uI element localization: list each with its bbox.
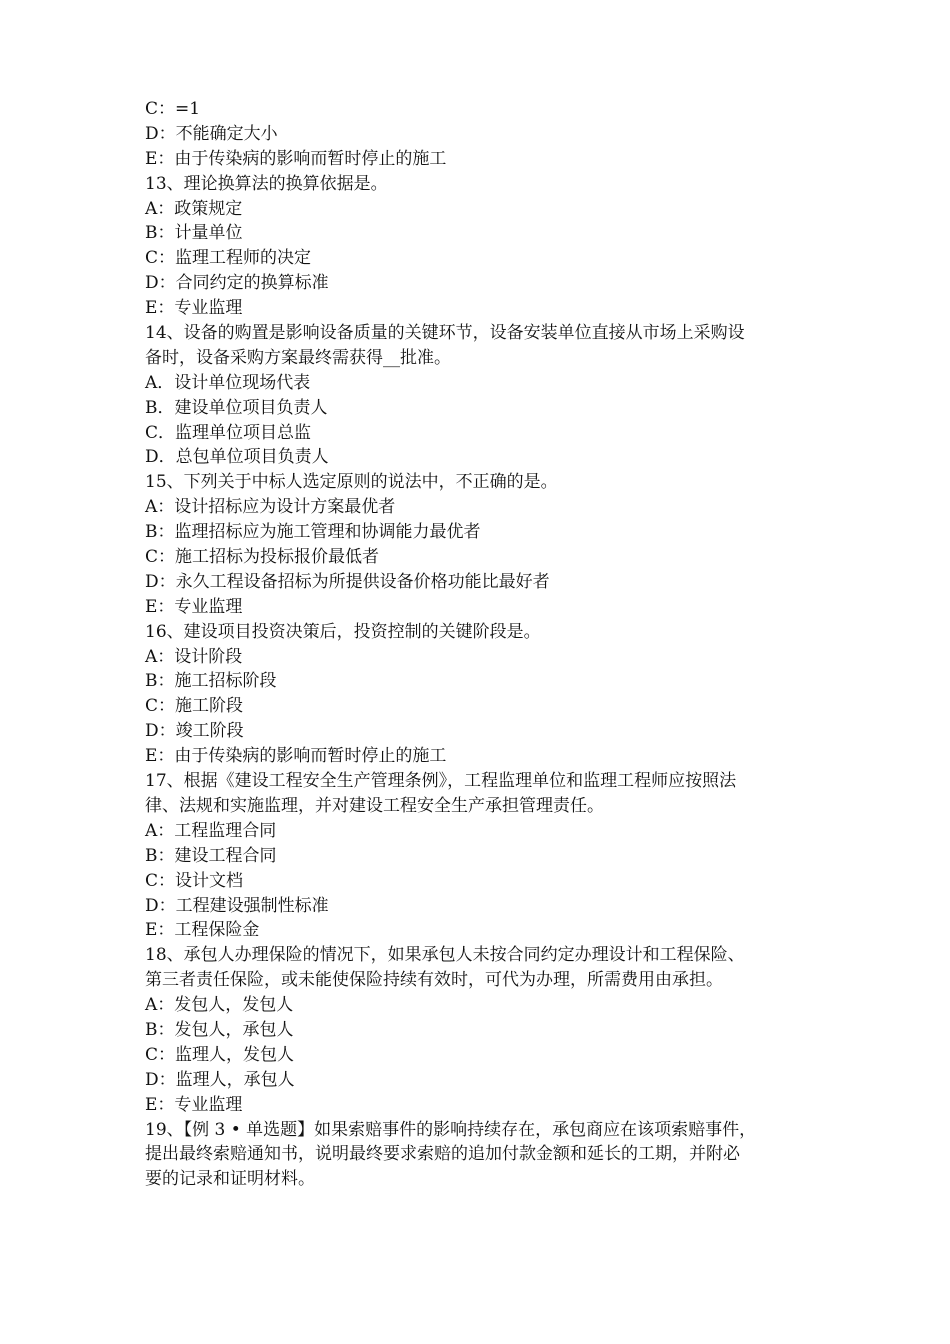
question-17: 17、根据《建设工程安全生产管理条例》，工程监理单位和监理工程师应按照法 [145, 771, 737, 792]
option-line: D：工程建设强制性标准 [145, 895, 329, 916]
question-13: 13、理论换算法的换算依据是。 [145, 173, 388, 194]
question-15: 15、下列关于中标人选定原则的说法中，不正确的是。 [145, 472, 558, 493]
option-line: B：计量单位 [145, 223, 243, 244]
option-line: C：设计文档 [145, 870, 244, 891]
question-18: 18、承包人办理保险的情况下，如果承包人未按合同约定办理设计和工程保险、 [145, 945, 745, 966]
option-line: D：不能确定大小 [145, 123, 278, 144]
option-line: B：监理招标应为施工管理和协调能力最优者 [145, 522, 481, 543]
option-line: B．建设单位项目负责人 [145, 397, 328, 418]
option-line: E：由于传染病的影响而暂时停止的施工 [145, 746, 447, 767]
question-14-cont: 备时，设备采购方案最终需获得__批准。 [145, 347, 451, 368]
option-line: B：施工招标阶段 [145, 671, 277, 692]
option-line: E：专业监理 [145, 1094, 243, 1115]
question-17-cont: 律、法规和实施监理，并对建设工程安全生产承担管理责任。 [145, 795, 604, 816]
option-line: B：建设工程合同 [145, 845, 277, 866]
option-line: C．监理单位项目总监 [145, 422, 312, 443]
question-19-cont: 要的记录和证明材料。 [145, 1169, 315, 1190]
option-line: A：发包人，发包人 [145, 995, 294, 1016]
option-line: E：工程保险金 [145, 920, 260, 941]
question-19: 19、【例 3 • 单选题】如果索赔事件的影响持续存在，承包商应在该项索赔事件， [145, 1119, 757, 1140]
option-line: A：政策规定 [145, 198, 243, 219]
option-line: D：竣工阶段 [145, 721, 244, 742]
option-line: B：发包人，承包人 [145, 1019, 294, 1040]
option-line: D：监理人，承包人 [145, 1069, 295, 1090]
option-line: C：施工阶段 [145, 696, 244, 717]
option-line: C：=1 [145, 99, 201, 119]
option-line: A：设计招标应为设计方案最优者 [145, 497, 396, 518]
option-line: E：专业监理 [145, 596, 243, 617]
question-18-cont: 第三者责任保险，或未能使保险持续有效时，可代为办理，所需费用由承担。 [145, 970, 723, 991]
option-line: D．总包单位项目负责人 [145, 447, 329, 468]
option-line: E：由于传染病的影响而暂时停止的施工 [145, 148, 447, 169]
question-19-cont: 提出最终索赔通知书，说明最终要求索赔的追加付款金额和延长的工期，并附必 [145, 1144, 740, 1165]
question-16: 16、建设项目投资决策后，投资控制的关键阶段是。 [145, 621, 541, 642]
option-line: D：永久工程设备招标为所提供设备价格功能比最好者 [145, 571, 550, 592]
option-line: D：合同约定的换算标准 [145, 273, 329, 294]
option-line: A：设计阶段 [145, 646, 243, 667]
option-line: C：监理人，发包人 [145, 1044, 295, 1065]
option-line: E：专业监理 [145, 298, 243, 319]
option-line: A：工程监理合同 [145, 820, 277, 841]
question-14: 14、设备的购置是影响设备质量的关键环节，设备安装单位直接从市场上采购设 [145, 323, 745, 344]
option-line: C：施工招标为投标报价最低者 [145, 547, 380, 568]
document-page [145, 97, 825, 1192]
option-line: A．设计单位现场代表 [145, 372, 311, 393]
option-line: C：监理工程师的决定 [145, 248, 312, 269]
